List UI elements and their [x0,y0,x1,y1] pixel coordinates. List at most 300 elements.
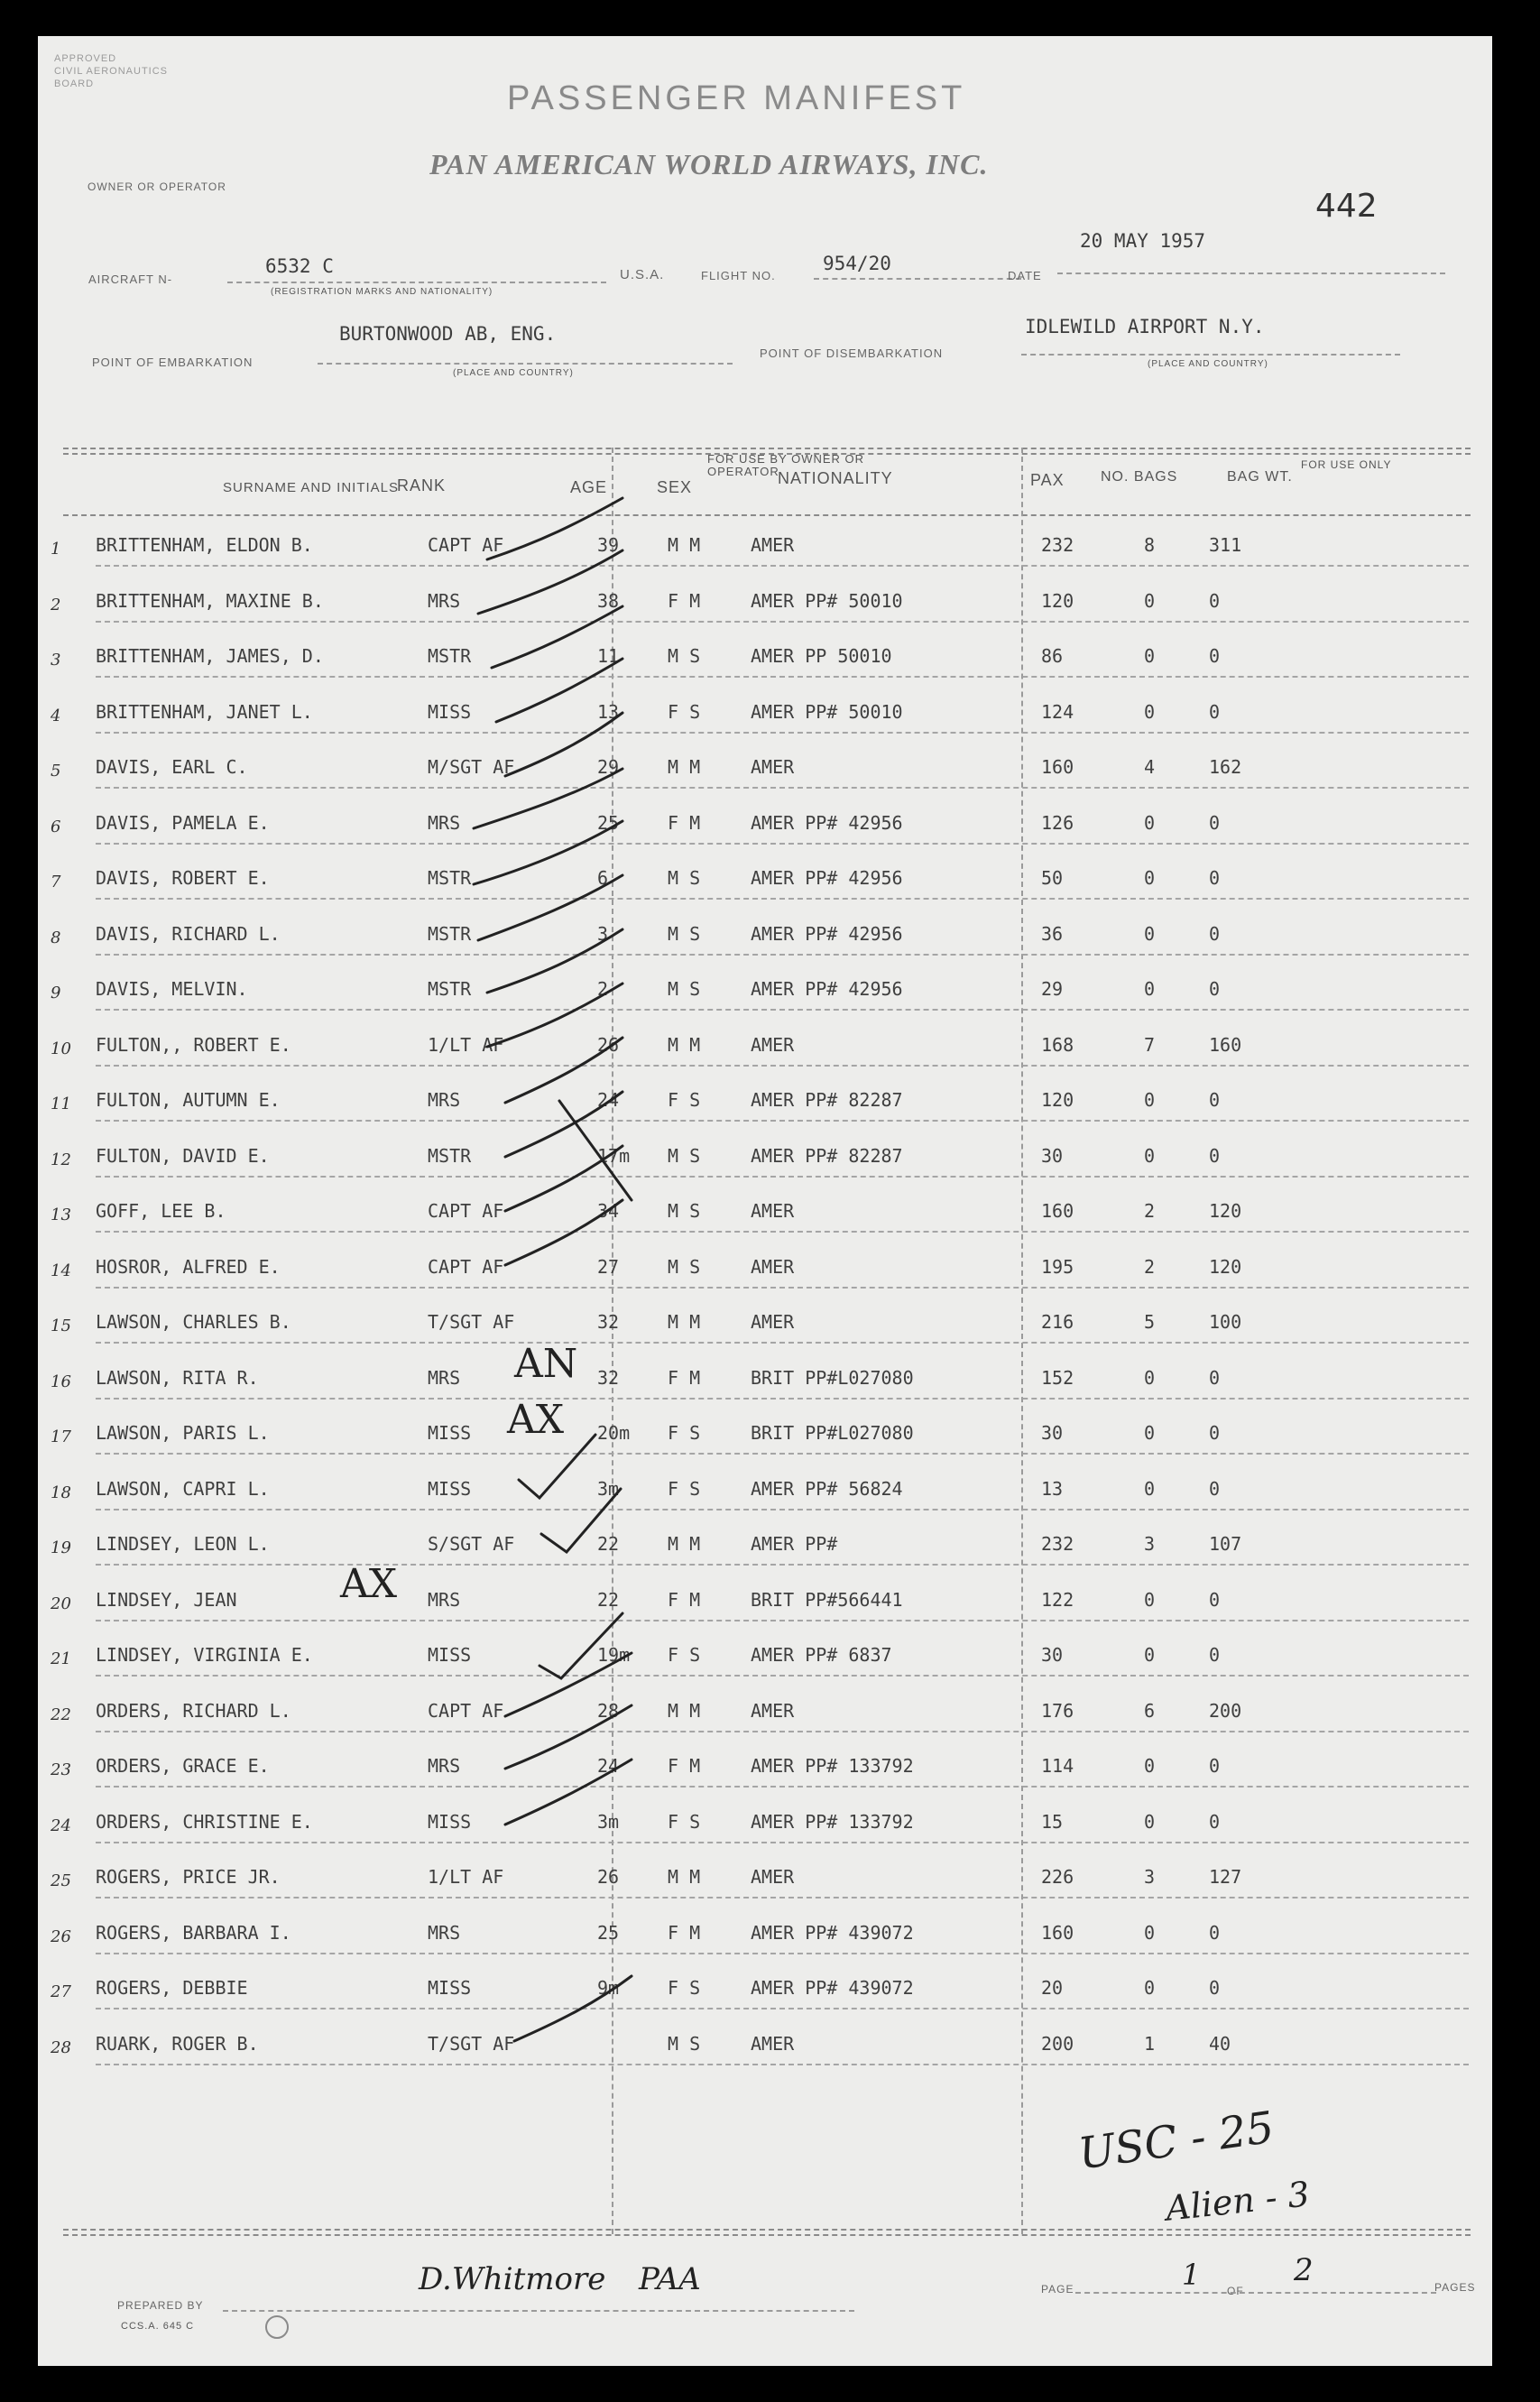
row-rule [96,1009,1469,1011]
row-number: 7 [51,873,61,892]
passenger-weight: 124 [1041,700,1074,723]
pages-label: PAGES [1434,2281,1476,2294]
row-number: 19 [51,1538,71,1557]
passenger-nationality: AMER PP# 42956 [751,978,903,1000]
passenger-age: 28 [597,1699,620,1722]
passenger-nationality: AMER PP# 82287 [751,1144,903,1167]
passenger-age: 3 [597,922,609,945]
passenger-nationality: BRIT PP#566441 [751,1588,903,1611]
passenger-weight: 160 [1041,1200,1074,1222]
page-current: 1 [1182,2258,1201,2292]
passenger-bag-weight: 0 [1209,1755,1221,1777]
passenger-nationality: AMER [751,534,795,556]
flight-number: 954/20 [823,253,891,274]
passenger-bag-weight: 127 [1209,1866,1242,1888]
passenger-bag-count: 8 [1144,534,1156,556]
passenger-age: 6 [597,867,609,889]
aircraft-caption: (REGISTRATION MARKS AND NATIONALITY) [271,287,493,297]
row-rule [96,898,1469,900]
passenger-nationality: AMER PP# 439072 [751,1921,914,1944]
passenger-name: DAVIS, EARL C. [96,756,248,778]
passenger-weight: 176 [1041,1699,1074,1722]
passenger-bag-count: 0 [1144,700,1156,723]
passenger-bag-weight: 200 [1209,1699,1242,1722]
passenger-age: 17m [597,1144,631,1167]
passenger-age: 2 [597,978,609,1000]
country-label: U.S.A. [620,267,665,282]
passenger-bag-count: 0 [1144,1644,1156,1666]
passenger-age: 19m [597,1644,631,1666]
passenger-weight: 36 [1041,922,1064,945]
passenger-rank: MSTR [428,922,472,945]
passenger-age: 32 [597,1311,620,1333]
manifest-sheet [38,36,1492,2366]
prepared-label: PREPARED BY [117,2299,204,2312]
passenger-bag-weight: 0 [1209,1422,1221,1444]
passenger-sex: F S [668,1089,701,1111]
passenger-rank: MRS [428,1921,461,1944]
passenger-rank: M/SGT AF [428,756,515,778]
row-number: 2 [51,595,61,614]
passenger-rank: MISS [428,1977,472,1999]
aircraft-number: 6532 C [265,255,334,277]
passenger-rank: MRS [428,1366,461,1389]
passenger-bag-weight: 0 [1209,1644,1221,1666]
passenger-bag-count: 0 [1144,1366,1156,1389]
table-row [38,1071,1492,1127]
table-row [38,1737,1492,1793]
col-owner-use: FOR USE BY OWNER OR OPERATOR [707,452,865,478]
stamp-line-3: BOARD [54,79,95,89]
passenger-weight: 13 [1041,1477,1064,1500]
passenger-age: 34 [597,1200,620,1222]
passenger-sex: M S [668,645,701,667]
passenger-nationality: AMER PP# 133792 [751,1755,914,1777]
passenger-rank: MRS [428,589,461,612]
passenger-bag-weight: 0 [1209,645,1221,667]
table-row [38,1571,1492,1627]
table-row [38,1293,1492,1349]
row-number: 6 [51,817,61,836]
passenger-weight: 160 [1041,1921,1074,1944]
table-row [38,572,1492,628]
passenger-sex: M M [668,1533,701,1555]
row-rule [96,1120,1469,1122]
passenger-sex: M S [668,978,701,1000]
passenger-age: 25 [597,1921,620,1944]
passenger-rank: S/SGT AF [428,1533,515,1555]
embark-place: BURTONWOOD AB, ENG. [339,323,557,345]
row-rule [96,676,1469,678]
row-rule [96,621,1469,623]
table-row [38,1404,1492,1460]
passenger-sex: M M [668,1866,701,1888]
passenger-bag-count: 4 [1144,756,1156,778]
row-number: 4 [51,706,61,725]
row-rule [96,1287,1469,1289]
passenger-age: 38 [597,589,620,612]
passenger-bag-count: 0 [1144,1977,1156,1999]
table-row [38,1349,1492,1405]
passenger-name: DAVIS, PAMELA E. [96,811,270,834]
passenger-bag-count: 0 [1144,1588,1156,1611]
row-number: 16 [51,1372,71,1391]
row-number: 24 [51,1815,71,1835]
table-row [38,1127,1492,1183]
row-number: 20 [51,1594,71,1613]
passenger-weight: 15 [1041,1810,1064,1833]
passenger-age: 9m [597,1977,620,1999]
row-number: 5 [51,762,61,781]
passenger-age: 13 [597,700,620,723]
passenger-name: RUARK, ROGER B. [96,2032,259,2055]
row-rule [96,843,1469,845]
row-rule [96,1453,1469,1455]
passenger-weight: 86 [1041,645,1064,667]
col-age: AGE [570,478,608,496]
passenger-bag-weight: 0 [1209,922,1221,945]
passenger-name: LINDSEY, VIRGINIA E. [96,1644,313,1666]
passenger-nationality: AMER [751,2032,795,2055]
passenger-bag-weight: 0 [1209,1921,1221,1944]
passenger-bag-weight: 0 [1209,811,1221,834]
passenger-bag-weight: 120 [1209,1255,1242,1278]
row-number: 18 [51,1483,71,1502]
row-rule [96,1398,1469,1400]
passenger-sex: M S [668,1255,701,1278]
embark-line [318,363,733,365]
passenger-sex: M M [668,756,701,778]
table-row [38,738,1492,794]
passenger-sex: M S [668,867,701,889]
row-rule [96,1564,1469,1566]
row-number: 15 [51,1316,71,1335]
row-number: 23 [51,1760,71,1779]
passenger-name: FULTON,, ROBERT E. [96,1033,291,1056]
passenger-bag-weight: 0 [1209,1810,1221,1833]
passenger-weight: 232 [1041,534,1074,556]
passenger-age: 39 [597,534,620,556]
passenger-bag-weight: 0 [1209,978,1221,1000]
passenger-weight: 122 [1041,1588,1074,1611]
row-rule [96,787,1469,789]
signature-org: PAA [639,2261,701,2297]
owner-label: OWNER OR OPERATOR [88,180,226,193]
passenger-sex: M S [668,1200,701,1222]
passenger-nationality: AMER PP# 6837 [751,1644,892,1666]
passenger-sex: F M [668,1755,701,1777]
passenger-weight: 30 [1041,1422,1064,1444]
col-sex: SEX [657,478,693,496]
row-number: 21 [51,1649,71,1668]
passenger-nationality: AMER PP# 50010 [751,589,903,612]
stamp-line-1: APPROVED [54,53,117,64]
passenger-sex: M M [668,534,701,556]
passenger-rank: MISS [428,1810,472,1833]
passenger-rank: MISS [428,700,472,723]
passenger-weight: 50 [1041,867,1064,889]
row-rule [96,1231,1469,1233]
row-rule [96,2008,1469,2009]
row-rule [96,2064,1469,2065]
row-number: 1 [51,540,61,559]
passenger-rank: MISS [428,1644,472,1666]
page-total: 2 [1294,2252,1314,2288]
passenger-nationality: AMER [751,756,795,778]
passenger-rank: MISS [428,1477,472,1500]
row-rule [96,1842,1469,1843]
col-bag-weight: BAG WT. [1227,469,1293,485]
passenger-weight: 216 [1041,1311,1074,1333]
passenger-rank: MRS [428,1089,461,1111]
passenger-nationality: AMER PP# 56824 [751,1477,903,1500]
page-line [1075,2292,1436,2294]
passenger-bag-count: 7 [1144,1033,1156,1056]
passenger-bag-weight: 0 [1209,1477,1221,1500]
prepared-line [223,2310,854,2312]
row-rule [96,1953,1469,1954]
passenger-weight: 168 [1041,1033,1074,1056]
passenger-name: FULTON, AUTUMN E. [96,1089,281,1111]
passenger-bag-weight: 0 [1209,1588,1221,1611]
summary-aliens: Alien - 3 [1164,2174,1312,2229]
passenger-bag-count: 0 [1144,1422,1156,1444]
passenger-bag-count: 0 [1144,645,1156,667]
row-rule [96,1176,1469,1178]
col-owner-use-right: FOR USE ONLY [1301,458,1392,471]
passenger-nationality: AMER [751,1255,795,1278]
passenger-weight: 114 [1041,1755,1074,1777]
passenger-bag-weight: 0 [1209,1089,1221,1111]
row-number: 14 [51,1261,71,1280]
signature: D.Whitmore [419,2261,606,2297]
passenger-bag-weight: 311 [1209,534,1242,556]
passenger-nationality: AMER [751,1033,795,1056]
row-number: 11 [51,1095,71,1113]
table-bottom-rule-2 [63,2234,1471,2236]
disembark-caption: (PLACE AND COUNTRY) [1148,359,1268,369]
date-line [1057,273,1445,274]
annotation-row16: AN [514,1341,578,1387]
embark-label: POINT OF EMBARKATION [92,356,254,369]
passenger-rank: MRS [428,1588,461,1611]
passenger-nationality: AMER [751,1699,795,1722]
row-rule [96,565,1469,567]
passenger-sex: M S [668,2032,701,2055]
table-row [38,1682,1492,1738]
passenger-name: BRITTENHAM, ELDON B. [96,534,313,556]
passenger-age: 11 [597,645,620,667]
passenger-bag-weight: 162 [1209,756,1242,778]
row-rule [96,1731,1469,1732]
passenger-sex: F M [668,1588,701,1611]
flight-label: FLIGHT NO. [701,269,776,282]
passenger-weight: 232 [1041,1533,1074,1555]
passenger-name: LINDSEY, LEON L. [96,1533,270,1555]
passenger-sex: M M [668,1699,701,1722]
passenger-bag-count: 2 [1144,1200,1156,1222]
passenger-bag-count: 0 [1144,1144,1156,1167]
annotation-row17: AX [507,1397,565,1443]
table-row [38,1793,1492,1849]
passenger-bag-weight: 120 [1209,1200,1242,1222]
passenger-name: ROGERS, DEBBIE [96,1977,248,1999]
row-rule [96,1342,1469,1344]
passenger-age: 32 [597,1366,620,1389]
passenger-age: 20m [597,1422,631,1444]
col-nationality: NATIONALITY [778,469,893,487]
table-row [38,683,1492,739]
passenger-weight: 120 [1041,1089,1074,1111]
passenger-weight: 126 [1041,811,1074,834]
passenger-name: LAWSON, CHARLES B. [96,1311,291,1333]
table-row [38,905,1492,961]
passenger-name: ORDERS, GRACE E. [96,1755,270,1777]
table-row [38,1959,1492,2015]
page-of-label: OF [1227,2285,1244,2297]
row-number: 9 [51,984,61,1002]
embark-caption: (PLACE AND COUNTRY) [453,368,574,378]
passenger-bag-count: 1 [1144,2032,1156,2055]
passenger-rank: MISS [428,1422,472,1444]
passenger-nationality: AMER PP# 439072 [751,1977,914,1999]
table-row [38,1460,1492,1516]
passenger-name: GOFF, LEE B. [96,1200,226,1222]
passenger-bag-weight: 0 [1209,700,1221,723]
table-row [38,849,1492,905]
passenger-nationality: BRIT PP#L027080 [751,1366,914,1389]
table-row [38,1182,1492,1238]
passenger-bag-count: 0 [1144,1921,1156,1944]
passenger-rank: T/SGT AF [428,1311,515,1333]
table-row [38,516,1492,572]
passenger-rank: MSTR [428,1144,472,1167]
passenger-age: 22 [597,1588,620,1611]
passenger-age: 24 [597,1755,620,1777]
passenger-bag-count: 3 [1144,1866,1156,1888]
row-rule [96,1509,1469,1510]
table-row [38,960,1492,1016]
date-label: DATE [1008,269,1042,282]
table-row [38,627,1492,683]
row-number: 10 [51,1039,71,1058]
passenger-age: 25 [597,811,620,834]
union-bug-icon [265,2315,289,2339]
passenger-sex: F M [668,811,701,834]
passenger-weight: 20 [1041,1977,1064,1999]
passenger-weight: 200 [1041,2032,1074,2055]
table-row [38,794,1492,850]
passenger-rank: CAPT AF [428,534,504,556]
passenger-name: HOSROR, ALFRED E. [96,1255,281,1278]
passenger-age: 22 [597,1533,620,1555]
row-number: 25 [51,1871,71,1890]
passenger-rank: 1/LT AF [428,1866,504,1888]
passenger-bag-weight: 0 [1209,867,1221,889]
passenger-sex: M M [668,1033,701,1056]
passenger-bag-count: 0 [1144,589,1156,612]
passenger-nationality: AMER PP# 42956 [751,867,903,889]
flight-date: 20 MAY 1957 [1080,230,1206,252]
passenger-weight: 29 [1041,978,1064,1000]
passenger-sex: F S [668,1810,701,1833]
passenger-weight: 30 [1041,1144,1064,1167]
passenger-bag-count: 0 [1144,1089,1156,1111]
passenger-name: BRITTENHAM, JAMES, D. [96,645,324,667]
passenger-name: ROGERS, PRICE JR. [96,1866,281,1888]
passenger-age: 27 [597,1255,620,1278]
passenger-bag-count: 3 [1144,1533,1156,1555]
passenger-weight: 152 [1041,1366,1074,1389]
passenger-age: 29 [597,756,620,778]
passenger-bag-count: 0 [1144,867,1156,889]
passenger-sex: F S [668,1477,701,1500]
passenger-weight: 160 [1041,756,1074,778]
form-code: CCS.A. 645 C [121,2321,195,2332]
col-pax: PAX [1030,471,1065,489]
passenger-name: DAVIS, MELVIN. [96,978,248,1000]
row-number: 17 [51,1427,71,1446]
col-rank: RANK [397,476,447,494]
row-rule [96,1065,1469,1067]
operator-name: PAN AMERICAN WORLD AIRWAYS, INC. [429,148,989,180]
passenger-sex: F M [668,1366,701,1389]
passenger-rank: MSTR [428,867,472,889]
passenger-nationality: AMER PP# 82287 [751,1089,903,1111]
table-row [38,1515,1492,1571]
passenger-bag-count: 5 [1144,1311,1156,1333]
passenger-sex: F S [668,1644,701,1666]
passenger-sex: M S [668,922,701,945]
disembark-label: POINT OF DISEMBARKATION [760,346,944,360]
passenger-nationality: AMER PP# 42956 [751,922,903,945]
stamp-line-2: CIVIL AERONAUTICS [54,66,169,77]
passenger-name: LAWSON, CAPRI L. [96,1477,270,1500]
row-number: 26 [51,1926,71,1946]
passenger-age: 24 [597,1089,620,1111]
passenger-rank: MSTR [428,978,472,1000]
row-rule [96,1786,1469,1788]
passenger-name: DAVIS, ROBERT E. [96,867,270,889]
col-bags: NO. BAGS [1101,469,1178,485]
passenger-weight: 195 [1041,1255,1074,1278]
passenger-weight: 226 [1041,1866,1074,1888]
passenger-age: 26 [597,1866,620,1888]
passenger-name: LINDSEY, JEAN [96,1588,237,1611]
page-number: 442 [1315,188,1378,225]
passenger-bag-count: 0 [1144,811,1156,834]
aircraft-label: AIRCRAFT N- [88,273,173,286]
passenger-rank: T/SGT AF [428,2032,515,2055]
passenger-name: LAWSON, PARIS L. [96,1422,270,1444]
passenger-age: 26 [597,1033,620,1056]
summary-citizens: USC - 25 [1075,2102,1277,2180]
row-rule [96,1675,1469,1677]
passenger-bag-count: 0 [1144,1477,1156,1500]
row-number: 27 [51,1982,71,2001]
row-number: 28 [51,2037,71,2057]
passenger-name: ORDERS, RICHARD L. [96,1699,291,1722]
passenger-bag-weight: 107 [1209,1533,1242,1555]
passenger-nationality: AMER [751,1311,795,1333]
passenger-bag-count: 0 [1144,1755,1156,1777]
passenger-sex: M M [668,1311,701,1333]
passenger-sex: F M [668,589,701,612]
passenger-bag-count: 0 [1144,922,1156,945]
passenger-bag-count: 0 [1144,978,1156,1000]
aircraft-line [227,282,606,283]
passenger-nationality: AMER PP# 50010 [751,700,903,723]
